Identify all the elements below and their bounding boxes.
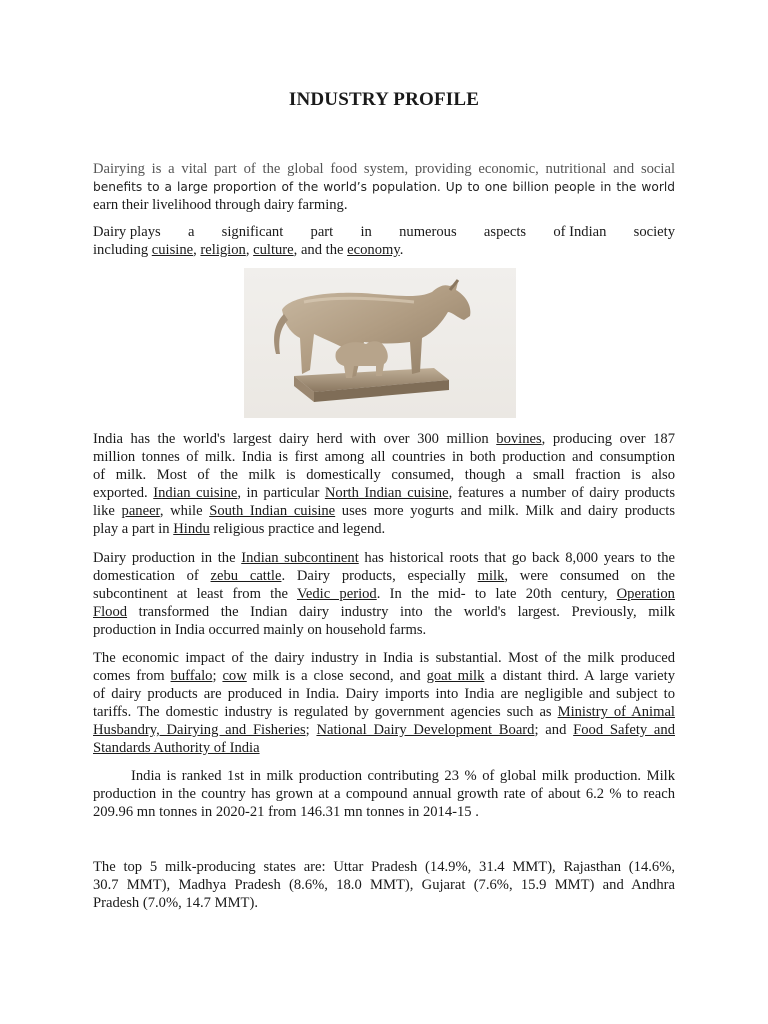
intro-line-3: earn their livelihood through dairy farming. <box>93 197 348 213</box>
cow-sculpture-image <box>244 268 516 418</box>
history-line-4: Flood transformed the Indian dairy industry into the world's largest. Previously, milk <box>93 604 675 620</box>
link-cow[interactable]: cow <box>222 668 247 684</box>
impact-line-1: The economic impact of the dairy industry in India is substantial. Most of the milk produced <box>93 650 675 666</box>
history-line-3: subcontinent at least from the Vedic period. In the mid- to late 20th century, Operation <box>93 586 675 602</box>
herd-line-2: million tonnes of milk. India is first among all countries in both production and consumption <box>93 449 675 465</box>
link-paneer[interactable]: paneer <box>121 503 160 519</box>
herd-line-3: of milk. Most of the milk is domestically consumed, though a small fraction is also <box>93 467 675 483</box>
link-milk[interactable]: milk <box>477 568 505 584</box>
ranking-line-2: production in the country has grown at a compound annual growth rate of about 6.2 % to reach <box>93 786 675 802</box>
aspects-line-1: Dairy plays a significant part in numerous aspects of Indian society <box>93 224 675 240</box>
impact-line-3: of dairy products are produced in India. Dairy imports into India are negligible and subject to <box>93 686 675 702</box>
paragraph-top-states <box>93 858 675 912</box>
paragraph-dairy-herd <box>93 430 675 538</box>
link-indian-cuisine[interactable]: Indian cuisine <box>153 485 238 501</box>
link-operation-flood-cont[interactable]: Flood <box>93 604 128 620</box>
link-nddb[interactable]: National Dairy Development Board <box>316 722 535 738</box>
link-bovines[interactable]: bovines <box>496 431 542 447</box>
impact-line-5: Husbandry, Dairying and Fisheries; National Dairy Development Board; and Food Safety and <box>93 722 675 738</box>
link-economy[interactable]: economy <box>347 242 400 258</box>
states-line-2: 30.7 MMT), Madhya Pradesh (8.6%, 18.0 MMT), Gujarat (7.6%, 15.9 MMT) and Andhra <box>93 877 675 893</box>
link-north-indian-cuisine[interactable]: North Indian cuisine <box>324 485 449 501</box>
herd-line-4: exported. Indian cuisine, in particular North Indian cuisine, features a number of dairy products <box>93 485 675 501</box>
link-hindu[interactable]: Hindu <box>173 521 210 537</box>
link-cuisine[interactable]: cuisine <box>151 242 194 258</box>
history-line-5: production in India occurred mainly on household farms. <box>93 622 427 638</box>
link-south-indian-cuisine[interactable]: South Indian cuisine <box>209 503 336 519</box>
link-vedic-period[interactable]: Vedic period <box>296 586 377 602</box>
herd-line-6: play a part in Hindu religious practice and legend. <box>93 521 386 537</box>
link-zebu-cattle[interactable]: zebu cattle <box>210 568 282 584</box>
herd-line-1: India has the world's largest dairy herd with over 300 million bovines, producing over 187 <box>93 431 675 447</box>
aspects-line-2: including cuisine, religion, culture, and the economy. <box>93 242 404 258</box>
paragraph-economic-impact <box>93 649 675 757</box>
intro-line-1: Dairying is a vital part of the global food system, providing economic, nutritional and social <box>93 161 675 177</box>
ranking-line-1: India is ranked 1st in milk production contributing 23 % of global milk production. Milk <box>131 768 675 784</box>
impact-line-4: tariffs. The domestic industry is regulated by government agencies such as Ministry of Animal <box>93 704 675 720</box>
herd-line-5: like paneer, while South Indian cuisine uses more yogurts and milk. Milk and dairy products <box>93 503 675 519</box>
link-buffalo[interactable]: buffalo <box>170 668 213 684</box>
cow-sculpture-icon <box>244 268 516 418</box>
paragraph-dairy-aspects <box>93 223 675 259</box>
history-line-2: domestication of zebu cattle. Dairy products, especially milk, were consumed on the <box>93 568 675 584</box>
paragraph-history <box>93 549 675 639</box>
link-fssai-cont[interactable]: Standards Authority of India <box>93 740 260 756</box>
states-line-3: Pradesh (7.0%, 14.7 MMT). <box>93 895 258 911</box>
paragraph-ranking <box>93 767 675 821</box>
link-ministry-cont[interactable]: Husbandry, Dairying and Fisheries <box>93 722 306 738</box>
intro-line-2: benefits to a large proportion of the world’s population. Up to one billion people in the world <box>93 180 675 194</box>
link-operation-flood[interactable]: Operation <box>616 586 675 602</box>
paragraph-intro <box>93 160 675 214</box>
link-religion[interactable]: religion <box>200 242 246 258</box>
link-culture[interactable]: culture <box>253 242 294 258</box>
link-goat-milk[interactable]: goat milk <box>426 668 485 684</box>
impact-line-6 <box>93 739 675 757</box>
page-title: INDUSTRY PROFILE <box>288 89 480 110</box>
states-line-1: The top 5 milk-producing states are: Uttar Pradesh (14.9%, 31.4 MMT), Rajasthan (14.6%, <box>93 859 675 875</box>
history-line-1: Dairy production in the Indian subcontinent has historical roots that go back 8,000 years to the <box>93 550 676 566</box>
link-fssai[interactable]: Food Safety and <box>573 722 675 738</box>
impact-line-2: comes from buffalo; cow milk is a close second, and goat milk a distant third. A large variety <box>93 668 675 684</box>
ranking-line-3: 209.96 mn tonnes in 2020-21 from 146.31 mn tonnes in 2014-15 . <box>93 804 479 820</box>
link-indian-subcontinent[interactable]: Indian subcontinent <box>241 550 359 566</box>
link-ministry[interactable]: Ministry of Animal <box>557 704 675 720</box>
